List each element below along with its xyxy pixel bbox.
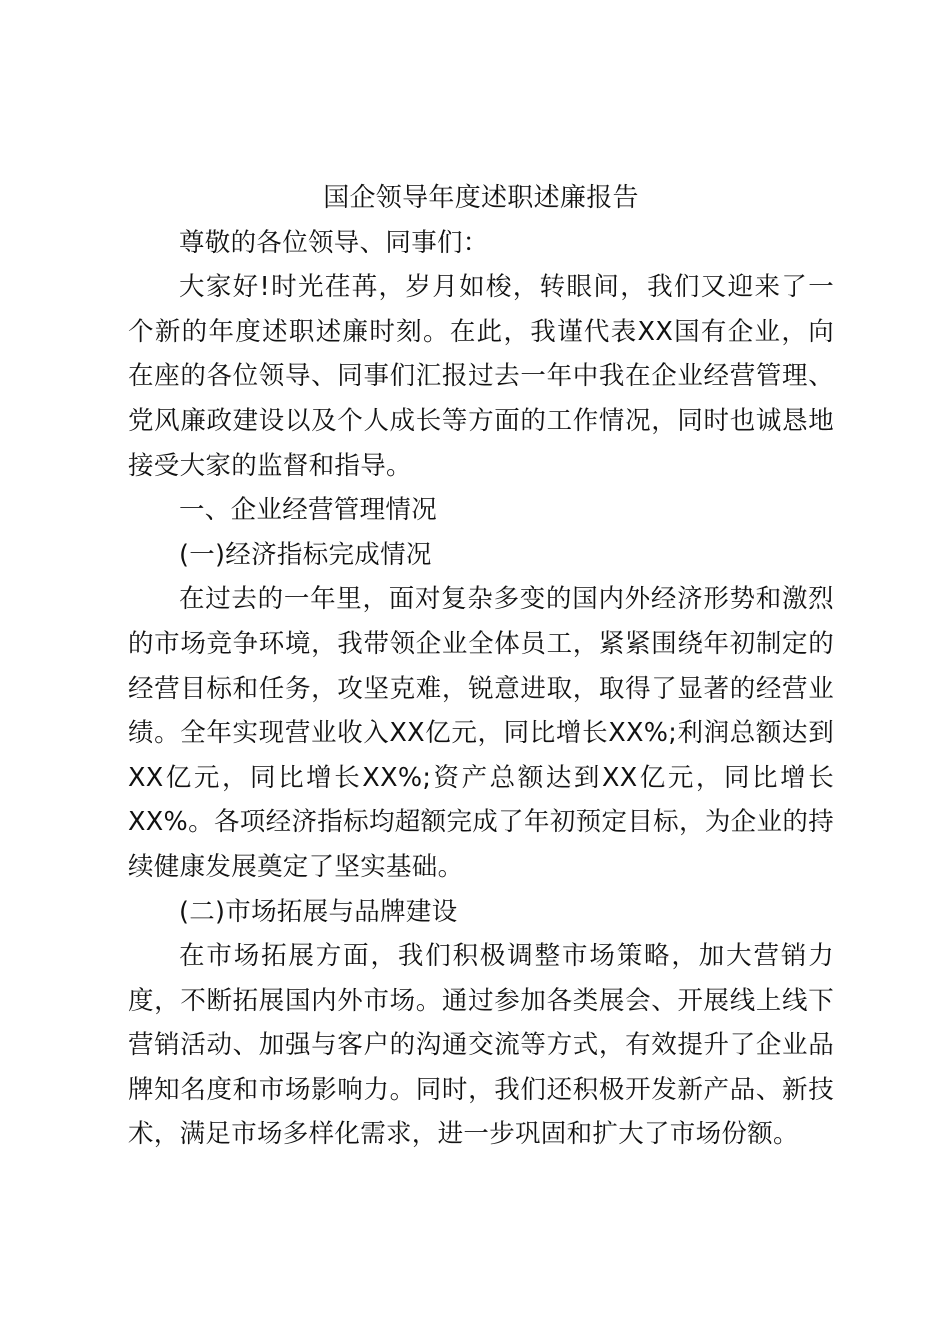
subsection-paragraph-2: 在市场拓展方面，我们积极调整市场策略，加大营销力度，不断拓展国内外市场。通过参加各类展会、开展线上线下营销活动、加强与客户的沟通交流等方式，有效提升了企业品牌知名度和市场影响力。同时，我们还积极开发新产品、新技术，满足市场多样化需求，进一步巩固和扩大了市场份额。 (128, 941, 834, 1150)
subsection-heading-1: (一)经济指标完成情况 (179, 539, 432, 570)
intro-paragraph: 大家好!时光荏苒，岁月如梭，转眼间，我们又迎来了一个新的年度述职述廉时刻。在此，我谨代表XX国有企业，向在座的各位领导、同事们汇报过去一年中我在企业经营管理、党风廉政建设以及个人成长等方面的工作情况，同时也诚恳地接受大家的监督和指导。 (128, 272, 834, 481)
salutation: 尊敬的各位领导、同事们： (179, 227, 489, 258)
document-title: 国企领导年度述职述廉报告 (323, 183, 639, 213)
subsection-heading-2: (二)市场拓展与品牌建设 (179, 896, 458, 927)
document-body (128, 176, 834, 1157)
subsection-paragraph-1: 在过去的一年里，面对复杂多变的国内外经济形势和激烈的市场竞争环境，我带领企业全体员工，紧紧围绕年初制定的经营目标和任务，攻坚克难，锐意进取，取得了显著的经营业绩。全年实现营业收入XX亿元，同比增长XX%;利润总额达到XX亿元，同比增长XX%;资产总额达到XX亿元，同比增长XX%。各项经济指标均超额完成了年初预定目标，为企业的持续健康发展奠定了坚实基础。 (128, 584, 834, 882)
section-heading-1: 一、企业经营管理情况 (179, 495, 438, 526)
